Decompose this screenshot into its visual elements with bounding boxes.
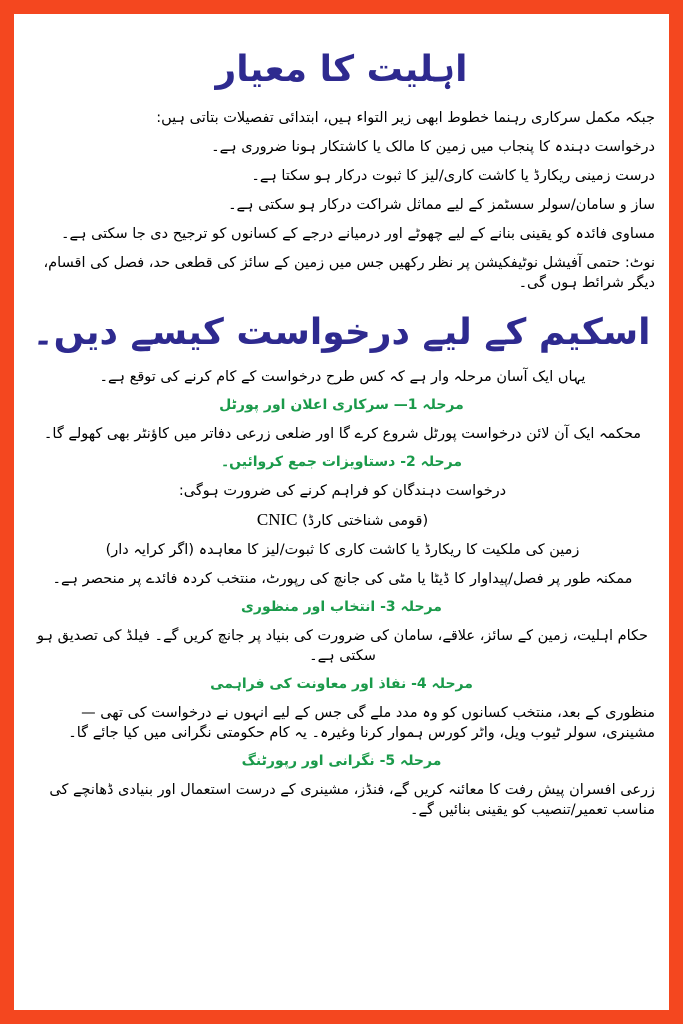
stage-5-heading: مرحلہ 5- نگرانی اور رپورٹنگ xyxy=(241,753,442,769)
eligibility-point: ساز و سامان/سولر سسٹمز کے لیے مماثل شراکت درکار ہو سکتی ہے۔ xyxy=(228,197,655,213)
stage-2-intro: درخواست دہندگان کو فراہم کرنے کی ضرورت ہوگی: xyxy=(178,483,507,499)
cnic-description: (قومی شناختی کارڈ) xyxy=(302,513,429,529)
cnic-label: CNIC xyxy=(256,510,298,529)
eligibility-point: درست زمینی ریکارڈ یا کاشت کاری/لیز کا ثبوت درکار ہو سکتا ہے۔ xyxy=(251,168,655,184)
stage-2-heading: مرحلہ 2- دستاویزات جمع کروائیں۔ xyxy=(220,454,463,470)
stage-1-text: محکمہ ایک آن لائن درخواست پورٹل شروع کرے گا اور ضلعی زرعی دفاتر میں کاؤنٹر بھی کھولے گا۔ xyxy=(43,426,642,442)
eligibility-point: مساوی فائدہ کو یقینی بنانے کے لیے چھوٹے اور درمیانے درجے کے کسانوں کو ترجیح دی جا سکتی ہے۔ xyxy=(60,226,655,242)
document-body xyxy=(24,22,659,1002)
stage-5-text: زرعی افسران پیش رفت کا معائنہ کریں گے، فنڈز، مشینری کے درست استعمال اور بنیادی ڈھانچے کی مناسب تعمیر/تنصیب کو یقینی بنائیں گے۔ xyxy=(49,782,655,818)
apply-intro: یہاں ایک آسان مرحلہ وار ہے کہ کس طرح درخواست کے کام کرنے کی توقع ہے۔ xyxy=(99,369,586,385)
eligibility-note: نوٹ: حتمی آفیشل نوٹیفکیشن پر نظر رکھیں جس میں زمین کے سائز کی قطعی حد، فصل کی اقسام، دیگر شرائط ہوں گی۔ xyxy=(43,255,655,291)
page-border xyxy=(14,14,669,1010)
eligibility-point: درخواست دہندہ کا پنجاب میں زمین کا مالک یا کاشتکار ہونا ضروری ہے۔ xyxy=(211,139,655,155)
eligibility-title: اہلیت کا معیار xyxy=(215,49,468,90)
stage-3-heading: مرحلہ 3- انتخاب اور منظوری xyxy=(241,599,442,615)
apply-title: اسکیم کے لیے درخواست کیسے دیں۔ xyxy=(32,312,651,353)
stage-3-text: حکام اہلیت، زمین کے سائز، علاقے، سامان کی ضرورت کی بنیاد پر جانچ کریں گے۔ فیلڈ کی تصدیق ہو سکتی ہے۔ xyxy=(37,628,648,664)
stage-1-heading: مرحلہ 1— سرکاری اعلان اور پورٹل xyxy=(219,397,464,413)
document-land-record: زمین کی ملکیت کا ریکارڈ یا کاشت کاری کا ثبوت/لیز کا معاہدہ (اگر کرایہ دار) xyxy=(105,542,580,558)
cnic-line xyxy=(24,510,659,531)
stage-4-text: منظوری کے بعد، منتخب کسانوں کو وہ مدد ملے گی جس کے لیے انہوں نے درخواست کی تھی —مشینری، سولر ٹیوب ویل، واٹر کورس ہموار کرنا وغیرہ۔ یہ کام حکومتی نگرانی میں کیا جائے گا۔ xyxy=(68,705,655,741)
stage-4-heading: مرحلہ 4- نفاذ اور معاونت کی فراہمی xyxy=(210,676,473,692)
document-crop-data: ممکنہ طور پر فصل/پیداوار کا ڈیٹا یا مٹی کی جانچ کی رپورٹ، منتخب کردہ فائدے پر منحصر ہے۔ xyxy=(52,571,633,587)
eligibility-intro: جبکہ مکمل سرکاری رہنما خطوط ابھی زیر التواء ہیں، ابتدائی تفصیلات بتاتی ہیں: xyxy=(156,110,655,126)
